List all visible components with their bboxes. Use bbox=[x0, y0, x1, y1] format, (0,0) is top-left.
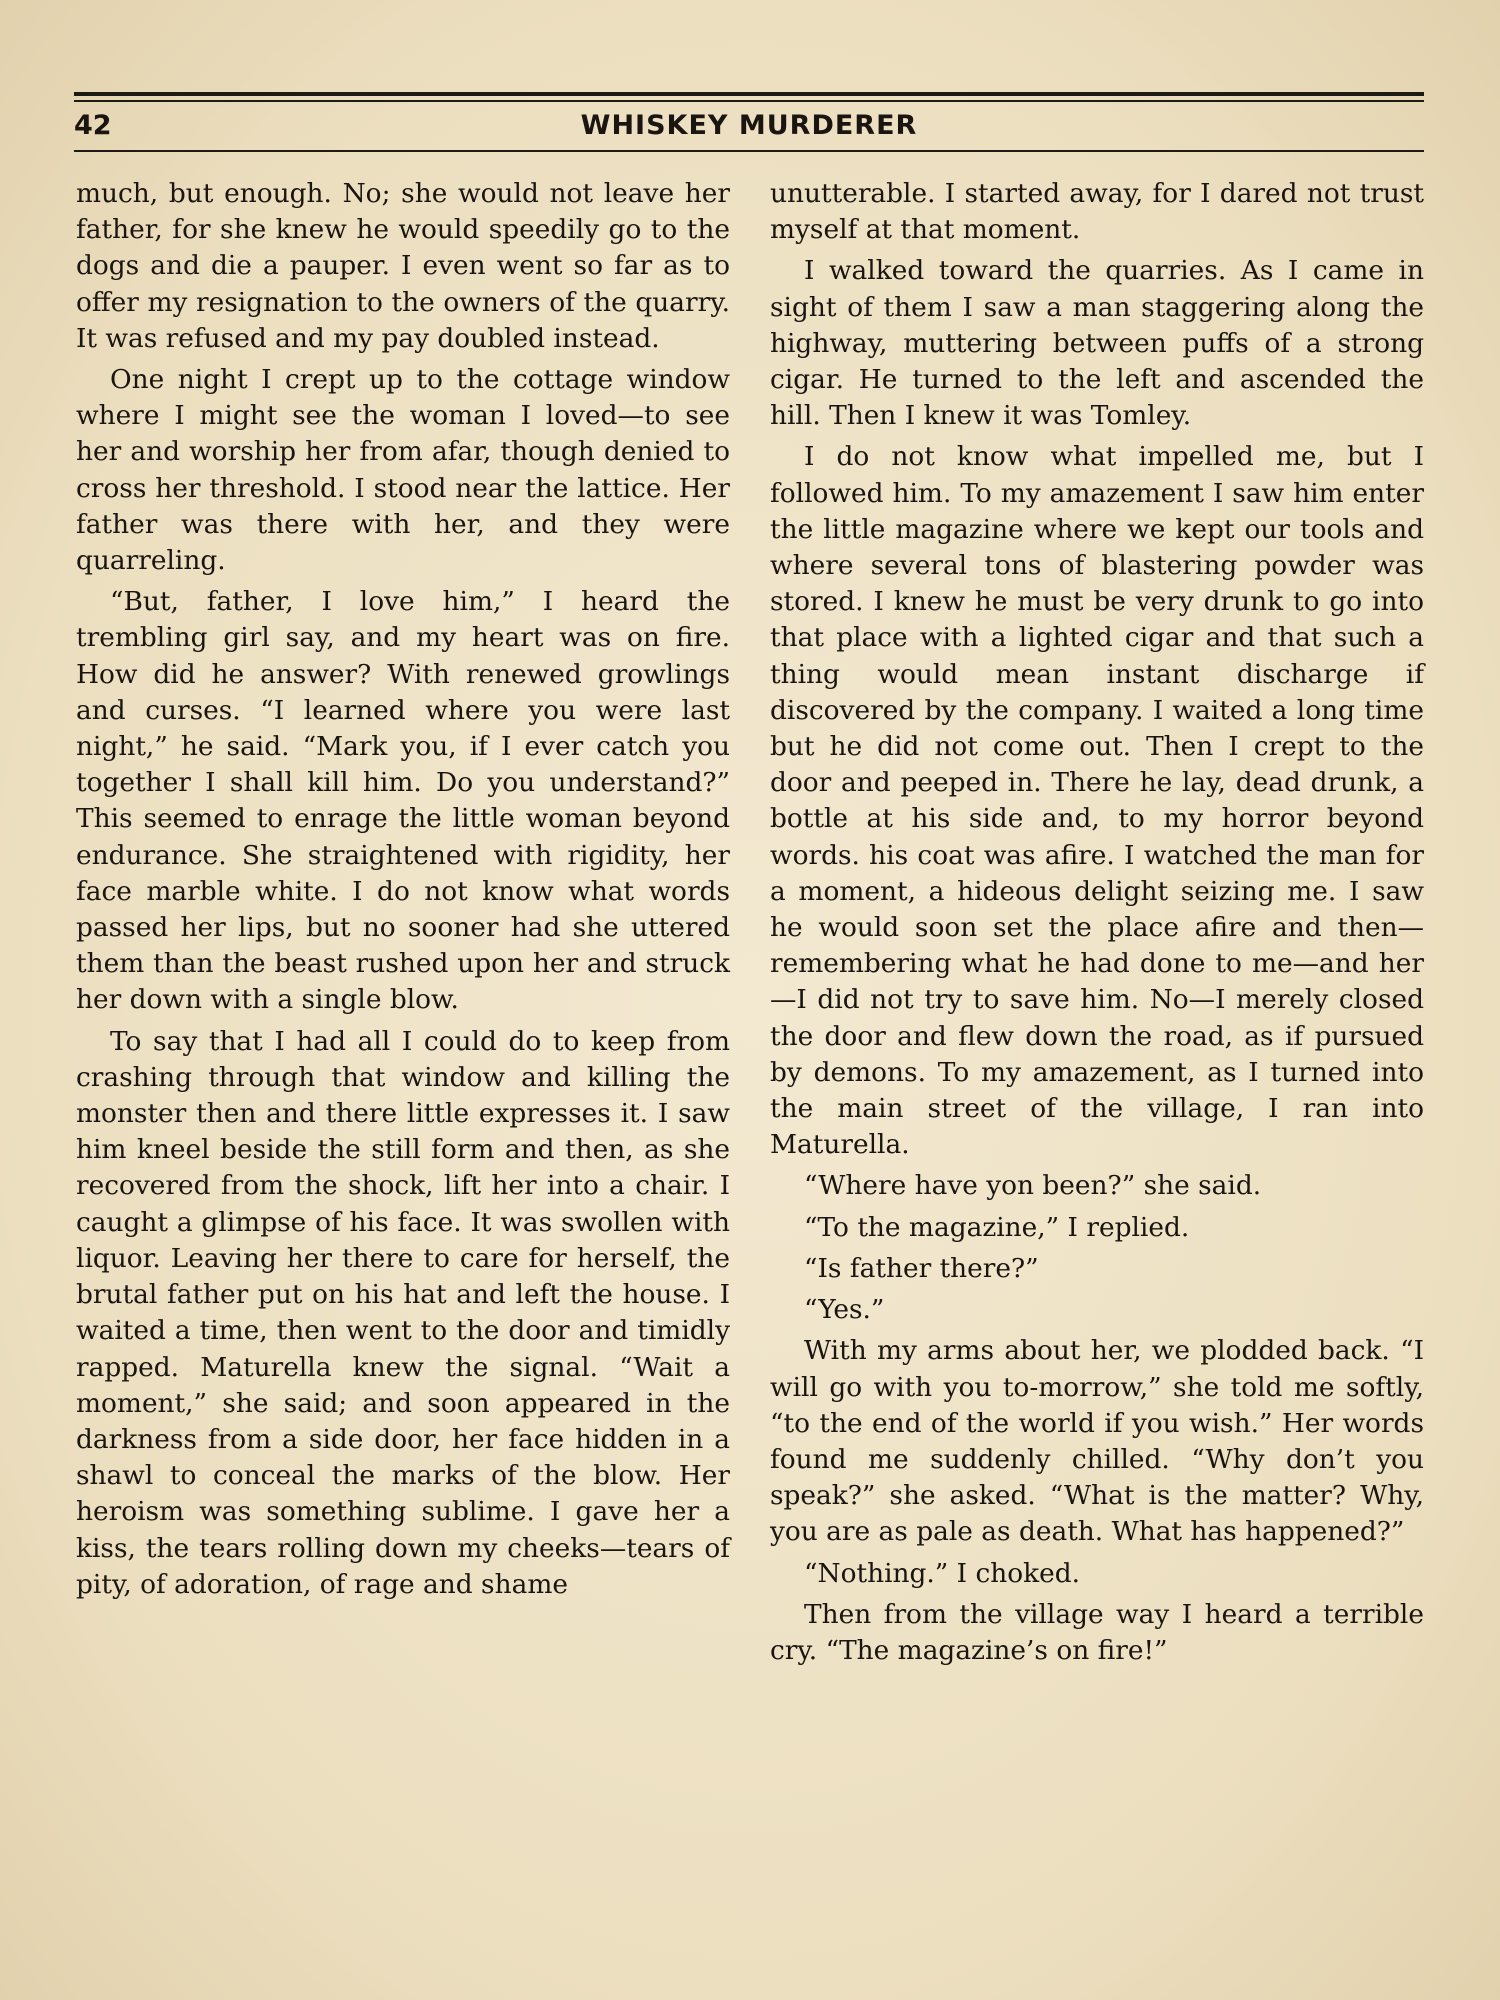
paragraph: “To the magazine,” I replied. bbox=[804, 1211, 1190, 1243]
paragraph: “Yes.” bbox=[804, 1294, 885, 1326]
paragraph: With my arms about her, we plodded back. “I will go with you to-morrow,” she told me softly, “to the end of the world if you wish.” Her words found me suddenly chilled. “Why don’t you speak?” she asked. “What is the matter? Why, you are as pale as death. What has happened?” bbox=[770, 1335, 1424, 1548]
right-column bbox=[770, 176, 1424, 1674]
running-title: WHISKEY MURDERER bbox=[580, 110, 918, 141]
paragraph: I walked toward the quarries. As I came in sight of them I saw a man staggering along the highway, muttering between puffs of a strong cigar. He turned to the left and ascended the hill. Then I knew it was Tomley. bbox=[770, 255, 1424, 432]
paragraph: One night I crept up to the cottage window where I might see the woman I loved—to see her and worship her from afar, though denied to cross her threshold. I stood near the lattice. Her father was there with her, and they were quarreling. bbox=[76, 364, 730, 577]
header-rule-bottom bbox=[74, 150, 1424, 152]
paragraph: “Is father there?” bbox=[804, 1252, 1039, 1284]
left-column bbox=[76, 176, 730, 1608]
paragraph: Then from the village way I heard a terrible cry. “The magazine’s on fire!” bbox=[770, 1598, 1424, 1666]
paragraph: unutterable. I started away, for I dared not trust myself at that moment. bbox=[770, 178, 1424, 246]
paragraph: much, but enough. No; she would not leave her father, for she knew he would speedily go to the dogs and die a pauper. I even went so far as to offer my resignation to the owners of the quarry. It was refused and my pay doubled instead. bbox=[76, 178, 730, 354]
header-rule-thin bbox=[74, 100, 1424, 102]
running-header bbox=[74, 106, 1424, 150]
paragraph: “Where have yon been?” she said. bbox=[804, 1170, 1262, 1202]
paragraph: To say that I had all I could do to keep from crashing through that window and killing the monster then and there little expresses it. I saw him kneel beside the still form and then, as she recovered from the shock, lift her into a chair. I caught a glimpse of his face. It was swollen with liquor. Leaving her there to care for herself, the brutal father put on his hat and left the house. I waited a time, then went to the door and timidly rapped. Maturella knew the signal. “Wait a moment,” she said; and soon appeared in the darkness from a side door, her face hidden in a shawl to conceal the marks of the blow. Her heroism was something sublime. I gave her a kiss, the tears rolling down my cheeks—tears of pity, of adoration, of rage and shame bbox=[76, 1025, 730, 1600]
page-number: 42 bbox=[74, 110, 112, 141]
paragraph: “But, father, I love him,” I heard the trembling girl say, and my heart was on fire. How did he answer? With renewed growlings and curses. “I learned where you were last night,” he said. “Mark you, if I ever catch you together I shall kill him. Do you understand?” This seemed to enrage the little woman beyond endurance. She straightened with rigidity, her face marble white. I do not know what words passed her lips, but no sooner had she uttered them than the beast rushed upon her and struck her down with a single blow. bbox=[76, 586, 730, 1016]
header-rule-thick bbox=[74, 92, 1424, 96]
paragraph: “Nothing.” I choked. bbox=[804, 1557, 1081, 1589]
paragraph: I do not know what impelled me, but I followed him. To my amazement I saw him enter the little magazine where we kept our tools and where several tons of blastering powder was stored. I knew he must be very drunk to go into that place with a lighted cigar and that such a thing would mean instant discharge if discovered by the company. I waited a long time but he did not come out. Then I crept to the door and peeped in. There he lay, dead drunk, a bottle at his side and, to my horror beyond words. his coat was afire. I watched the man for a moment, a hideous delight seizing me. I saw he would soon set the place afire and then—remembering what he had done to me—and her—I did not try to save him. No—I merely closed the door and flew down the road, as if pursued by demons. To my amazement, as I turned into the main street of the village, I ran into Maturella. bbox=[770, 441, 1424, 1161]
